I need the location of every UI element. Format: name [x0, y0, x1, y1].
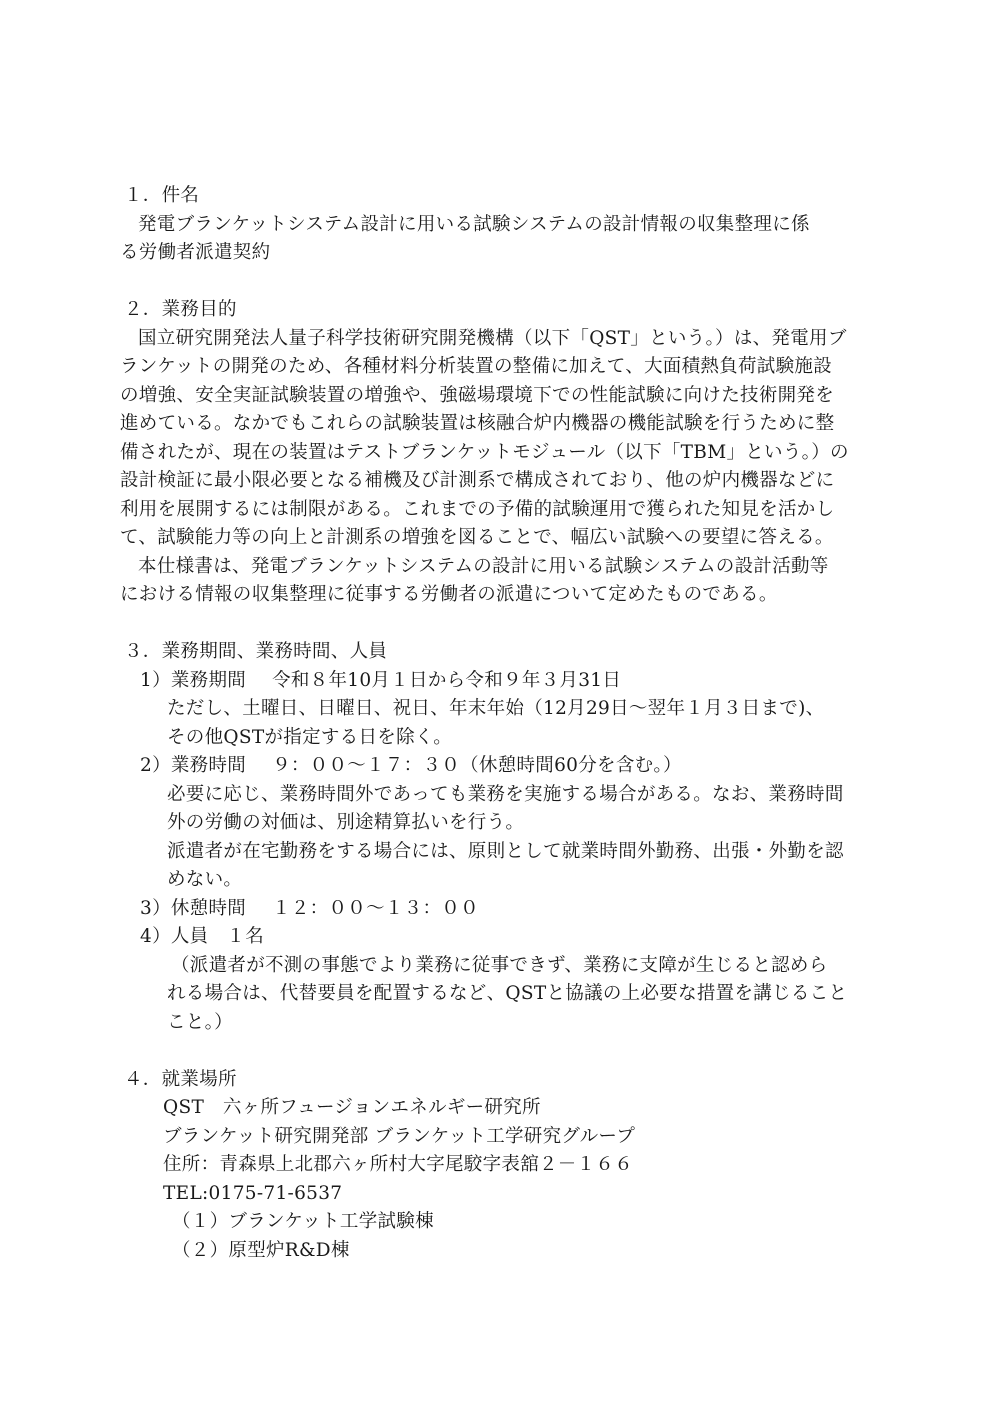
item-label: 3）休憩時間 [140, 897, 247, 919]
item-value: ９：００～１７：３０（休憩時間60分を含む。） [272, 755, 682, 776]
item-detail-line: （派遣者が不測の事態でより業務に従事できず、業務に支障が生じると認めら [171, 954, 828, 976]
section2-line: 備されたが、現在の装置はテストブランケットモジュール（以下「TBM」という。）の [120, 441, 849, 463]
building-item: （２）原型炉R&D棟 [172, 1239, 350, 1261]
section4-heading: ４．就業場所 [124, 1068, 237, 1090]
item-work-period [120, 667, 890, 696]
location-line: ブランケット研究開発部 ブランケット工学研究グループ [163, 1125, 636, 1147]
item-staff [120, 923, 890, 952]
spacer [120, 268, 890, 297]
item-value: １名 [226, 926, 265, 947]
item-label: 4）人員 [140, 926, 209, 947]
section2-line: て、試験能力等の向上と計測系の増強を図ることで、幅広い試験への要望に答える。 [120, 527, 834, 548]
item-detail-line: 外の労働の対価は、別途精算払いを行う。 [167, 812, 525, 833]
item-work-hours [120, 752, 890, 781]
building-item: （１）ブランケット工学試験棟 [172, 1211, 434, 1232]
section1-heading: １．件名 [124, 185, 200, 206]
location-line: QST 六ヶ所フュージョンエネルギー研究所 [163, 1097, 541, 1118]
item-detail-line: ただし、土曜日、日曜日、祝日、年末年始（12月29日～翌年１月３日まで)、 [167, 698, 825, 719]
item-detail-line: 派遣者が在宅勤務をする場合には、原則として就業時間外勤務、出張・外勤を認 [167, 840, 844, 862]
item-label: 2）業務時間 [140, 755, 247, 776]
item-detail-line: めない。 [167, 869, 243, 890]
item-value: １２：００～１３：００ [272, 897, 479, 919]
section2-line: 国立研究開発法人量子科学技術研究開発機構（以下「QST」という。）は、発電用ブ [138, 327, 847, 349]
item-break-time [120, 895, 890, 924]
phone-line: TEL:0175-71-6537 [163, 1182, 343, 1204]
item-value: 令和８年10月１日から令和９年３月31日 [272, 669, 622, 691]
section2-heading: ２．業務目的 [124, 299, 237, 320]
section3-heading: ３．業務期間、業務時間、人員 [124, 641, 388, 662]
spacer [120, 1037, 890, 1066]
section2-line: の増強、安全実証試験装置の増強や、強磁場環境下での性能試験に向けた技術開発を [120, 384, 835, 406]
section2-line: ランケットの開発のため、各種材料分析装置の整備に加えて、大面積熱負荷試験施設 [120, 356, 832, 377]
item-detail-line: れる場合は、代替要員を配置するなど、QSTと協議の上必要な措置を講じること [167, 983, 848, 1004]
section2-line: 利用を展開するには制限がある。これまでの予備的試験運用で獲られた知見を活かし [120, 498, 835, 520]
item-detail-line: 必要に応じ、業務時間外であっても業務を実施する場合がある。なお、業務時間 [167, 783, 844, 805]
item-detail-line: その他QSTが指定する日を除く。 [167, 726, 453, 748]
address-line: 住所：青森県上北郡六ヶ所村大字尾駮字表舘２－１６６ [163, 1154, 634, 1175]
section2-line: における情報の収集整理に従事する労働者の派遣について定めたものである。 [120, 584, 778, 605]
section2-line: 設計検証に最小限必要となる補機及び計測系で構成されており、他の炉内機器などに [120, 470, 835, 491]
section1-line: る労働者派遣契約 [120, 242, 271, 263]
item-label: 1）業務期間 [140, 669, 247, 691]
spacer [120, 610, 890, 639]
document-page [120, 182, 890, 1265]
item-detail-line: こと。） [167, 1011, 233, 1033]
section2-line: 進めている。なかでもこれらの試験装置は核融合炉内機器の機能試験を行うために整 [120, 413, 835, 434]
section1-line: 発電ブランケットシステム設計に用いる試験システムの設計情報の収集整理に係 [138, 213, 810, 235]
section2-line: 本仕様書は、発電ブランケットシステムの設計に用いる試験システムの設計活動等 [138, 555, 829, 577]
